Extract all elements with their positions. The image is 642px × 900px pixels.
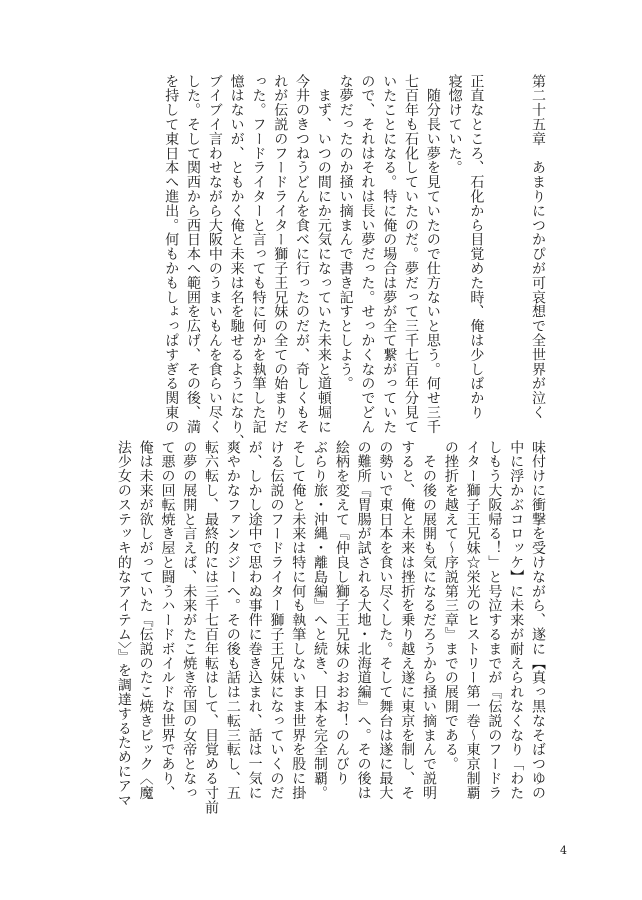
text-line: その後の展開も気になるだろうから掻い摘まんで説明 — [421, 440, 438, 800]
lower-text-block — [96, 440, 548, 815]
text-line: 味付けに衝撃を受けながら、遂に【真っ黒なそばつゆの — [530, 440, 546, 800]
text-line: な夢だったのか掻い摘まんで書き記すとしよう。 — [337, 74, 354, 391]
text-line: 絵柄を変えて『仲良し獅子王兄妹のおおお！のんびり — [333, 440, 350, 786]
text-line: しもう大阪帰る！」と号泣するまでが『伝説のフードラ — [486, 440, 503, 800]
text-line: ける伝説のフードライター獅子王兄妹になっていくのだ — [268, 440, 285, 800]
text-line: ブイブイ言わせながら大阪中のうまいもんを食らい尽く — [206, 74, 223, 434]
text-line: れが伝説のフードライター獅子王兄妹の全ての始まりだ — [272, 74, 289, 434]
text-line: そして俺と未来は特に何も執筆しないまま世界を股に掛 — [290, 440, 307, 800]
text-line: 爽やかなファンタジーへ。その後も話は二転三転し、五 — [224, 440, 241, 800]
text-line: を持して東日本へ進出。何もかもしょっぱすぎる関東の — [163, 74, 180, 434]
text-line: イター獅子王兄妹☆栄光のヒストリー第一巻～東京制覇 — [464, 440, 481, 800]
text-line: 随分長い夢を見ていたので仕方ないと思う。何せ三千 — [424, 74, 441, 434]
text-line: の難所『胃腸が試される大地・北海道編』へ。その後は — [355, 440, 372, 800]
text-line: 転六転し、最終的には三千七百年転はして、目覚める寸前 — [203, 440, 220, 815]
text-line: した。そして関西から西日本へ範囲を広げ、その後、満 — [185, 74, 202, 434]
text-line: の夢の展開と言えば、未来がたこ焼き帝国の女帝となっ — [181, 440, 198, 800]
text-line: 法少女のステッキ的なアイテム〉』を調達するためにアマ — [115, 440, 132, 808]
text-line: て悪の回転焼き屋と闘うハードボイルドな世界であり、 — [159, 440, 176, 800]
text-line: 俺は未来が欲しがっていた『伝説のたこ焼きピック〈魔 — [137, 440, 154, 800]
text-line: 憶はないが、ともかく俺と未来は名を馳せるようになり、 — [228, 74, 245, 449]
page-number: 4 — [560, 844, 567, 857]
text-line: ぶらり旅・沖縄・離島編』へと続き、日本を完全制覇。 — [312, 440, 329, 800]
text-line: 寝惚けていた。 — [446, 74, 463, 175]
text-line: 正直なところ、石化から目覚めた時、俺は少しばかり — [468, 74, 485, 420]
text-line: が、しかし途中で思わぬ事件に巻き込まれ、話は一気に — [246, 440, 263, 800]
text-line: の勢いで東日本を食い尽くした。そして舞台は遂に最大 — [377, 440, 394, 800]
text-line: いたことになる。特に俺の場合は夢が全て繋がっていた — [381, 74, 398, 434]
text-line: 七百年も石化していたのだ。夢だって三千七百年分見て — [403, 74, 420, 434]
upper-text-block — [96, 74, 548, 449]
text-line: の挫折を越えて～序説第三章』までの展開である。 — [442, 440, 459, 772]
text-line: った。フードライターと言っても特に何かを執筆した記 — [250, 74, 267, 434]
text-line: まず、いつの間にか元気になっていた未来と道頓堀に — [315, 74, 332, 434]
chapter-title: 第二十五章 あまりにつかぴが可哀想で全世界が泣く — [530, 74, 546, 420]
text-line: ので、それはそれは長い夢だった。せっかくなのでどん — [359, 74, 376, 434]
text-line: すると、俺と未来は挫折を乗り越え遂に東京を制し、そ — [399, 440, 416, 800]
text-line: 今井のきつねうどんを食べに行ったのだが、奇しくもそ — [294, 74, 311, 434]
blank-line — [486, 74, 508, 424]
text-line: 中に浮かぶコロッケ】に未来が耐えられなくなり「わた — [508, 440, 525, 800]
